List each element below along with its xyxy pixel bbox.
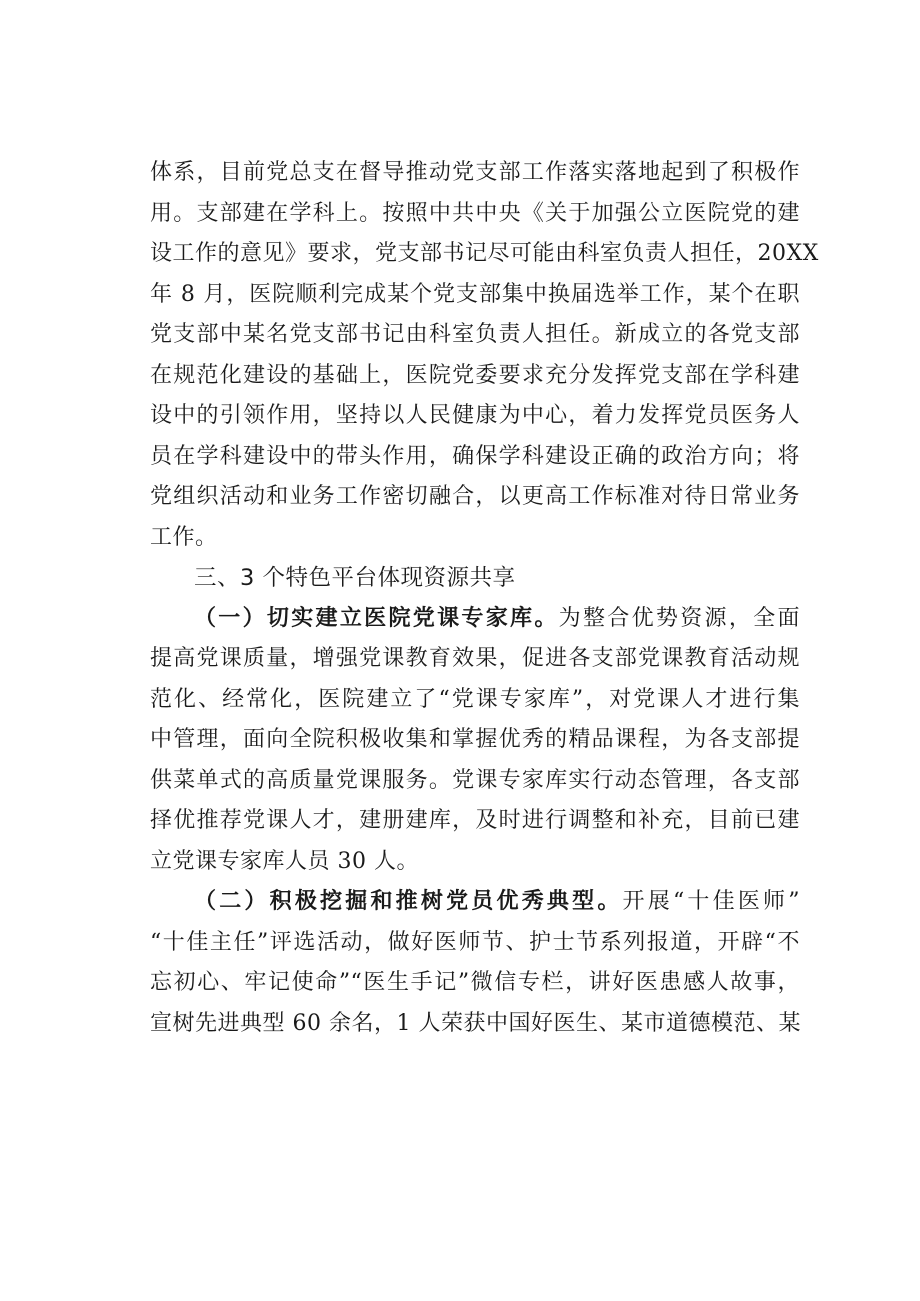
- paragraph-line: 提高党课质量，增强党课教育效果，促进各支部党课教育活动规: [150, 646, 800, 671]
- paragraph-line: 供菜单式的高质量党课服务。党课专家库实行动态管理，各支部: [150, 767, 800, 793]
- section-heading: 三、3 个特色平台体现资源共享: [194, 565, 516, 591]
- paragraph-line: 员在学科建设中的带头作用，确保学科建设正确的政治方向；将: [150, 443, 800, 469]
- paragraph-line: “十佳主任”评选活动，做好医师节、护士节系列报道，开辟“不: [150, 929, 800, 955]
- paragraph-line: 在规范化建设的基础上，医院党委要求充分发挥党支部在学科建: [150, 362, 800, 388]
- item-text: 为整合优势资源，全面: [558, 605, 800, 631]
- paragraph-line: 体系，目前党总支在督导推动党支部工作落实落地起到了积极作: [150, 160, 800, 185]
- paragraph-line: 中管理，面向全院积极收集和掌握优秀的精品课程，为各支部提: [150, 727, 800, 752]
- item-title: （一）切实建立医院党课专家库。: [194, 605, 559, 631]
- paragraph-line: 择优推荐党课人才，建册建库，及时进行调整和补充，目前已建: [150, 808, 800, 833]
- paragraph-line: 立党课专家库人员 30 人。: [150, 848, 419, 874]
- document-body: [150, 153, 819, 1044]
- paragraph-line: 设工作的意见》要求，党支部书记尽可能由科室负责人担任，20XX: [150, 241, 819, 266]
- paragraph-line: 党支部中某名党支部书记由科室负责人担任。新成立的各党支部: [150, 322, 800, 347]
- paragraph-line: 党组织活动和业务工作密切融合，以更高工作标准对待日常业务: [150, 484, 800, 509]
- item-title: （二）积极挖掘和推树党员优秀典型。: [194, 889, 623, 914]
- paragraph-line: 用。支部建在学科上。按照中共中央《关于加强公立医院党的建: [150, 200, 800, 226]
- paragraph-line: 工作。: [150, 524, 218, 550]
- item-first-line: [150, 882, 800, 923]
- paragraph-line: 宣树先进典型 60 余名，1 人荣获中国好医生、某市道德模范、某: [150, 1010, 801, 1036]
- item-first-line: [150, 599, 800, 640]
- paragraph-line: 年 8 月，医院顺利完成某个党支部集中换届选举工作，某个在职: [150, 281, 800, 307]
- item-text: 开展“十佳医师”: [622, 889, 800, 914]
- paragraph-line: 范化、经常化，医院建立了“党课专家库”，对党课人才进行集: [150, 686, 800, 712]
- paragraph-line: 设中的引领作用，坚持以人民健康为中心，着力发挥党员医务人: [150, 403, 800, 428]
- paragraph-line: 忘初心、牢记使命”“医生手记”微信专栏，讲好医患感人故事，: [150, 970, 800, 995]
